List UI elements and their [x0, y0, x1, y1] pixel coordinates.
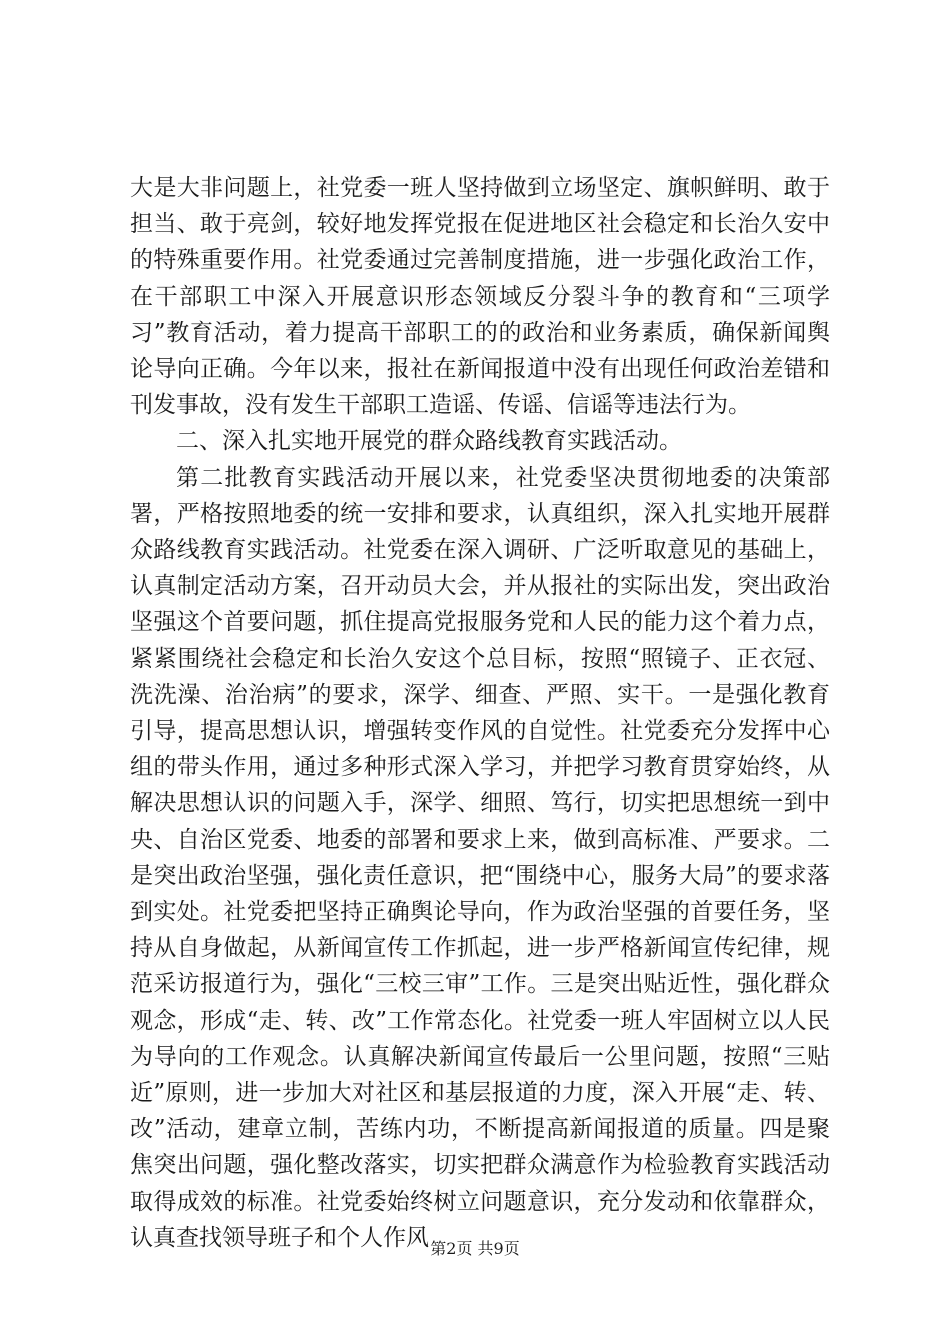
section-heading: 二、深入扎实地开展党的群众路线教育实践活动。 [176, 428, 682, 455]
page-footer: 第2页 共9页 [430, 1239, 520, 1258]
paragraph-body: 第二批教育实践活动开展以来，社党委坚决贯彻地委的决策部署，严格按照地委的统一安排和要求，认真组织，深入扎实地开展群众路线教育实践活动。社党委在深入调研、广泛听取意见的基础上，认真制定活动方案，召开动员大会，并从报社的实际出发，突出政治坚强这个首要问题，抓住提高党报服务党和人民的能力这个着力点，紧紧围绕社会稳定和长治久安这个总目标，按照“照镜子、正衣冠、洗洗澡、治治病”的要求，深学、细查、严照、实干。一是强化教育引导，提高思想认识，增强转变作风的自觉性。社党委充分发挥中心组的带头作用，通过多种形式深入学习，并把学习教育贯穿始终，从解决思想认识的问题入手，深学、细照、笃行，切实把思想统一到中央、自治区党委、地委的部署和要求上来，做到高标准、严要求。二是突出政治坚强，强化责任意识，把“围绕中心，服务大局”的要求落到实处。社党委把坚持正确舆论导向，作为政治坚强的首要任务，坚持从自身做起，从新闻宣传工作抓起，进一步严格新闻宣传纪律，规范采访报道行为，强化“三校三审”工作。三是突出贴近性，强化群众观念，形成“走、转、改”工作常态化。社党委一班人牢固树立以人民为导向的工作观念。认真解决新闻宣传最后一公里问题，按照“三贴近”原则，进一步加大对社区和基层报道的力度，深入开展“走、转、改”活动，建章立制，苦练内功，不断提高新闻报道的质量。四是聚焦突出问题，强化整改落实，切实把群众满意作为检验教育实践活动取得成效的标准。社党委始终树立问题意识，充分发动和依靠群众，认真查找领导班子和个人作风 [130, 464, 830, 1251]
paragraph-continuation: 大是大非问题上，社党委一班人坚持做到立场坚定、旗帜鲜明、敢于担当、敢于亮剑，较好地发挥党报在促进地区社会稳定和长治久安中的特殊重要作用。社党委通过完善制度措施，进一步强化政治工作，在干部职工中深入开展意识形态领域反分裂斗争的教育和“三项学习”教育活动，着力提高干部职工的的政治和业务素质，确保新闻舆论导向正确。今年以来，报社在新闻报道中没有出现任何政治差错和刊发事故，没有发生干部职工造谣、传谣、信谣等违法行为。 [130, 175, 830, 419]
document-body [130, 170, 830, 1256]
